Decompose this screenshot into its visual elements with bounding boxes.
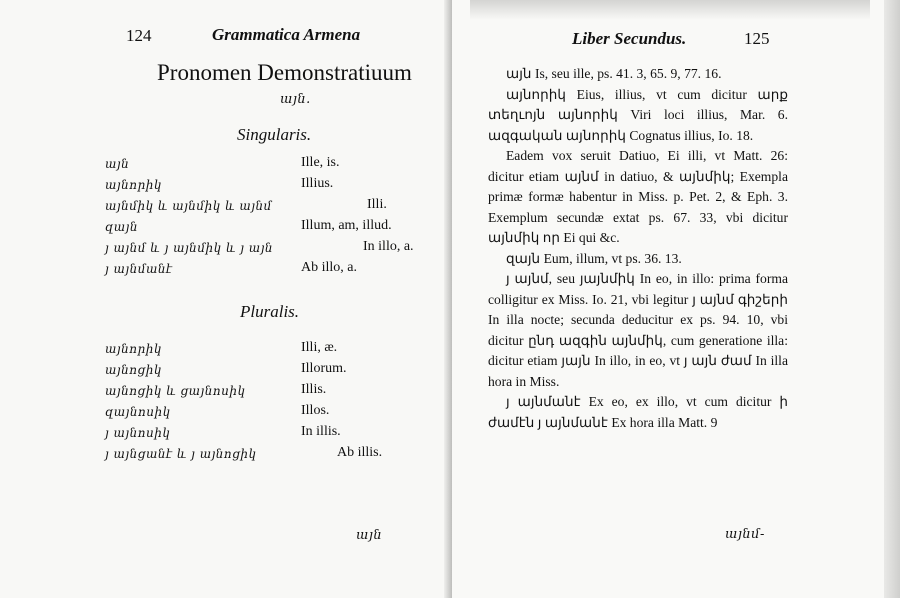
latin-gloss: In illo, a. xyxy=(363,239,414,254)
latin-gloss: Illum, am, illud. xyxy=(301,218,392,233)
paragraph: այն Is, seu ille, ps. 41. 3, 65. 9, 77. 16. xyxy=(506,66,722,81)
right-body-text xyxy=(488,64,788,433)
paragraph: յ այնմանէ Ex eo, ex illo, vt cum dicitur ի ժամէն յ այնմանէ Ex hora illa Matt. 9 xyxy=(488,394,788,430)
table-row xyxy=(105,361,425,381)
armenian-form: յ այնմանէ xyxy=(105,262,173,276)
table-row xyxy=(105,239,425,259)
title-armenian: այն. xyxy=(280,92,311,107)
latin-gloss: Illius. xyxy=(301,176,334,191)
latin-gloss: Illos. xyxy=(301,403,330,418)
table-row xyxy=(105,424,425,444)
table-row xyxy=(105,445,425,465)
latin-gloss: Illorum. xyxy=(301,361,347,376)
latin-gloss: Ab illis. xyxy=(337,445,383,460)
armenian-form: այնորիկ xyxy=(105,178,162,192)
right-running-head: Liber Secundus. xyxy=(572,29,687,48)
paragraph: այնորիկ Eius, illius, vt cum dicitur արք տեղւոյն այնորիկ Viri loci illius, Mar. 6. ազգական այնորիկ Cognatus illius, Io. 18. xyxy=(488,86,788,143)
right-page-number: 125 xyxy=(744,29,770,48)
latin-gloss: Ab illo, a. xyxy=(301,260,357,275)
scan-shadow xyxy=(470,0,870,20)
paragraph: յ այնմ, seu յայնմիկ In eo, in illo: prima forma colligitur ex Miss. Io. 21, vbi legitur յ այնմ գիշերի In illa nocte; secunda deducitur ex ps. 94. 10, vbi dicitur ընդ ազգին այնմիկ, cum generatione illa: dicitur etiam յայն In illo, in eo, vt յ այն ժամ In illa hora in Miss. xyxy=(488,271,788,389)
table-row xyxy=(105,155,425,175)
left-running-head: Grammatica Armena xyxy=(212,25,361,44)
latin-gloss: Ille, is. xyxy=(301,155,340,170)
latin-gloss: In illis. xyxy=(301,424,341,439)
paragraph: զայն Eum, illum, vt ps. 36. 13. xyxy=(506,250,682,266)
latin-gloss: Illi. xyxy=(367,197,387,212)
table-row xyxy=(105,218,425,238)
table-row xyxy=(105,340,425,360)
armenian-form: այն xyxy=(105,157,130,171)
paragraph: Eadem vox seruit Datiuo, Ei illi, vt Matt. 26: dicitur etiam այնմ in datiuo, & այնմիկ; Exempla primæ formæ habentur in Miss. p. Pet. 2, & Eph. 3. Exemplum secundæ extat ps. 67. 33, vbi dicitur այնմիկ որ Ei qui &c. xyxy=(488,148,788,245)
latin-gloss: Illi, æ. xyxy=(301,340,338,355)
table-row xyxy=(105,197,425,217)
catchword-right: այնմ- xyxy=(725,527,765,542)
table-row xyxy=(105,260,425,280)
armenian-form: այնորիկ xyxy=(105,342,162,356)
armenian-form: յ այնմ և յ այնմիկ և յ այն xyxy=(105,241,274,255)
singular-heading: Singularis. xyxy=(237,125,312,144)
left-page-number: 124 xyxy=(126,26,152,45)
page-title: Pronomen Demonstratiuum xyxy=(157,60,412,85)
armenian-form: յ այնոսիկ xyxy=(105,426,171,440)
armenian-form: յ այնցանէ և յ այնոցիկ xyxy=(105,447,257,461)
armenian-form: զայնոսիկ xyxy=(105,405,171,419)
table-row xyxy=(105,176,425,196)
latin-gloss: Illis. xyxy=(301,382,327,397)
armenian-form: այնոցիկ և ցայնոսիկ xyxy=(105,384,246,398)
table-row xyxy=(105,403,425,423)
armenian-form: զայն xyxy=(105,220,138,234)
armenian-form: այնմիկ և այնմիկ և այնմ xyxy=(105,199,272,213)
table-row xyxy=(105,382,425,402)
catchword-left: այն xyxy=(356,528,383,543)
page-edge xyxy=(884,0,900,598)
armenian-form: այնոցիկ xyxy=(105,363,162,377)
plural-heading: Pluralis. xyxy=(240,302,300,321)
